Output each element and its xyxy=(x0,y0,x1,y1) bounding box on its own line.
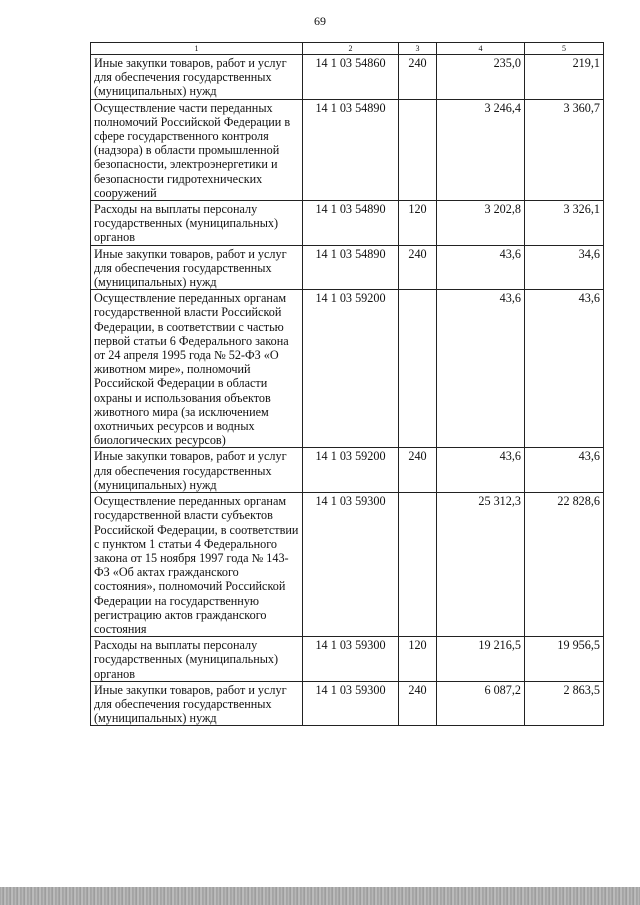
column-header-1: 1 xyxy=(91,43,303,55)
row-expense-type xyxy=(399,493,437,637)
row-value-2: 3 326,1 xyxy=(525,201,604,246)
row-expense-type: 120 xyxy=(399,637,437,682)
row-description: Осуществление части переданных полномочий Российской Федерации в сфере государственного контроля (надзора) в области промышленной безопасности, электроэнергетики и безопасности гидротехнических сооружений xyxy=(91,99,303,200)
row-value-2: 22 828,6 xyxy=(525,493,604,637)
row-description: Иные закупки товаров, работ и услуг для обеспечения государственных (муниципальных) нужд xyxy=(91,55,303,100)
table-row xyxy=(91,290,604,448)
row-value-2: 43,6 xyxy=(525,448,604,493)
row-value-1: 6 087,2 xyxy=(437,681,525,726)
row-value-2: 2 863,5 xyxy=(525,681,604,726)
row-value-2: 3 360,7 xyxy=(525,99,604,200)
row-description: Расходы на выплаты персоналу государственных (муниципальных) органов xyxy=(91,201,303,246)
row-value-1: 3 202,8 xyxy=(437,201,525,246)
row-value-1: 43,6 xyxy=(437,448,525,493)
row-code: 14 1 03 54860 xyxy=(303,55,399,100)
row-expense-type xyxy=(399,99,437,200)
row-expense-type xyxy=(399,290,437,448)
row-value-2: 34,6 xyxy=(525,245,604,290)
scan-edge-artifact xyxy=(0,887,640,905)
row-description: Осуществление переданных органам государственной власти субъектов Российской Федерации, в соответствии с пунктом 1 статьи 4 Федерального закона от 15 ноября 1997 года № 143-ФЗ «Об актах гражданского состояния», полномочий Российской Федерации на государственную регистрацию актов гражданского состояния xyxy=(91,493,303,637)
row-code: 14 1 03 54890 xyxy=(303,201,399,246)
row-value-2: 219,1 xyxy=(525,55,604,100)
row-value-1: 3 246,4 xyxy=(437,99,525,200)
row-value-1: 25 312,3 xyxy=(437,493,525,637)
row-expense-type: 240 xyxy=(399,55,437,100)
row-code: 14 1 03 54890 xyxy=(303,99,399,200)
row-expense-type: 240 xyxy=(399,681,437,726)
row-expense-type: 240 xyxy=(399,245,437,290)
row-code: 14 1 03 59300 xyxy=(303,681,399,726)
row-value-1: 235,0 xyxy=(437,55,525,100)
table-row xyxy=(91,637,604,682)
column-header-5: 5 xyxy=(525,43,604,55)
row-value-1: 43,6 xyxy=(437,245,525,290)
row-expense-type: 120 xyxy=(399,201,437,246)
column-header-3: 3 xyxy=(399,43,437,55)
row-code: 14 1 03 59300 xyxy=(303,637,399,682)
row-description: Иные закупки товаров, работ и услуг для обеспечения государственных (муниципальных) нужд xyxy=(91,681,303,726)
row-description: Осуществление переданных органам государственной власти Российской Федерации, в соответствии с частью первой статьи 6 Федерального закона от 24 апреля 1995 года № 52-ФЗ «О животном мире», полномочий Российской Федерации в области охраны и использования объектов животного мира (за исключением охотничьих ресурсов и водных биологических ресурсов) xyxy=(91,290,303,448)
row-value-2: 43,6 xyxy=(525,290,604,448)
row-code: 14 1 03 59300 xyxy=(303,493,399,637)
table-row xyxy=(91,493,604,637)
table-row xyxy=(91,55,604,100)
row-code: 14 1 03 59200 xyxy=(303,290,399,448)
row-code: 14 1 03 54890 xyxy=(303,245,399,290)
row-code: 14 1 03 59200 xyxy=(303,448,399,493)
row-value-1: 43,6 xyxy=(437,290,525,448)
table-row xyxy=(91,201,604,246)
page-number: 69 xyxy=(314,14,326,28)
row-value-2: 19 956,5 xyxy=(525,637,604,682)
table-row xyxy=(91,681,604,726)
table-header-row xyxy=(91,43,604,55)
table-row xyxy=(91,448,604,493)
row-description: Расходы на выплаты персоналу государственных (муниципальных) органов xyxy=(91,637,303,682)
table-row xyxy=(91,245,604,290)
table-row xyxy=(91,99,604,200)
budget-table xyxy=(90,42,604,726)
row-description: Иные закупки товаров, работ и услуг для обеспечения государственных (муниципальных) нужд xyxy=(91,448,303,493)
column-header-2: 2 xyxy=(303,43,399,55)
column-header-4: 4 xyxy=(437,43,525,55)
row-value-1: 19 216,5 xyxy=(437,637,525,682)
row-description: Иные закупки товаров, работ и услуг для обеспечения государственных (муниципальных) нужд xyxy=(91,245,303,290)
row-expense-type: 240 xyxy=(399,448,437,493)
